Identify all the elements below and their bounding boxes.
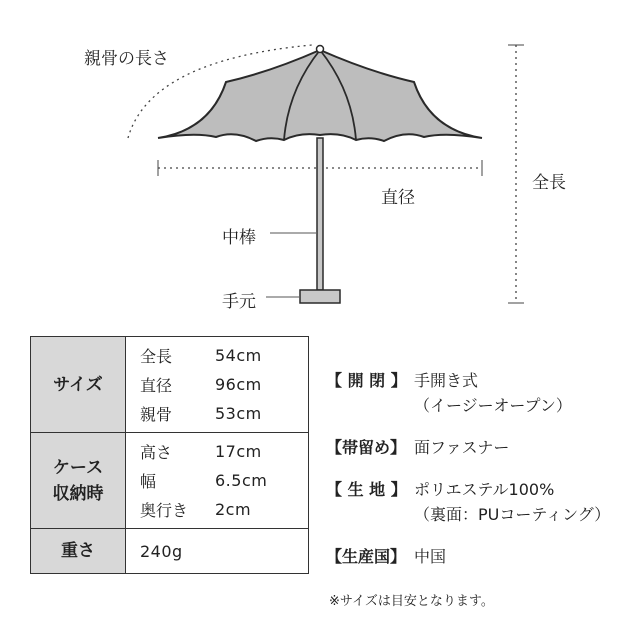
spec-value: 96cm xyxy=(215,375,262,394)
case-header xyxy=(31,433,126,529)
detail-origin xyxy=(326,544,626,569)
umbrella-tip xyxy=(317,46,324,53)
detail-key: 【 開 閉 】 xyxy=(326,371,407,390)
size-header: サイズ xyxy=(31,337,126,433)
detail-value: ポリエステル100% xyxy=(414,480,555,499)
umbrella-handle xyxy=(300,290,340,303)
detail-value: 中国 xyxy=(414,547,447,566)
detail-band xyxy=(326,435,626,460)
detail-key: 【生産国】 xyxy=(326,547,407,566)
detail-fabric xyxy=(326,477,626,527)
weight-row xyxy=(31,529,309,574)
spec-table xyxy=(30,336,309,574)
spec-row xyxy=(140,341,308,370)
case-header-line2: 収納時 xyxy=(52,483,104,504)
umbrella-canopy xyxy=(158,50,482,141)
detail-value-sub: （裏面：PUコーティング） xyxy=(414,505,611,524)
size-row xyxy=(31,337,309,433)
spec-value: 17cm xyxy=(215,442,262,461)
case-row xyxy=(31,433,309,529)
weight-value: 240g xyxy=(140,541,183,561)
handle-label: 手元 xyxy=(222,292,256,312)
spec-key: 直径 xyxy=(140,376,173,395)
spec-row xyxy=(140,495,308,524)
spec-row xyxy=(140,437,308,466)
detail-value-sub: （イージーオープン） xyxy=(414,396,572,415)
detail-value: 面ファスナー xyxy=(414,438,510,457)
shaft-label: 中棒 xyxy=(222,228,256,248)
spec-value: 2cm xyxy=(215,500,252,519)
spec-row xyxy=(140,466,308,495)
spec-key: 高さ xyxy=(140,443,173,462)
diameter-label: 直径 xyxy=(381,188,415,208)
spec-value: 54cm xyxy=(215,346,262,365)
total-length-label: 全長 xyxy=(532,173,566,193)
detail-key: 【 生 地 】 xyxy=(326,480,407,499)
umbrella-shaft xyxy=(317,138,323,290)
spec-row xyxy=(140,370,308,399)
spec-key: 親骨 xyxy=(140,405,173,424)
spec-key: 幅 xyxy=(140,472,157,491)
spec-value: 6.5cm xyxy=(215,471,268,490)
spec-key: 奥行き xyxy=(140,501,189,520)
size-note: ※サイズは目安となります。 xyxy=(329,594,494,609)
detail-open-close xyxy=(326,368,626,418)
detail-key: 【帯留め】 xyxy=(326,438,407,457)
spec-value: 53cm xyxy=(215,404,262,423)
detail-value: 手開き式 xyxy=(414,371,479,390)
case-header-line1: ケース xyxy=(52,457,104,478)
spec-row xyxy=(140,399,308,428)
weight-header: 重さ xyxy=(31,529,126,574)
details-list xyxy=(326,368,626,586)
rib-length-label: 親骨の長さ xyxy=(84,49,169,69)
spec-key: 全長 xyxy=(140,347,173,366)
